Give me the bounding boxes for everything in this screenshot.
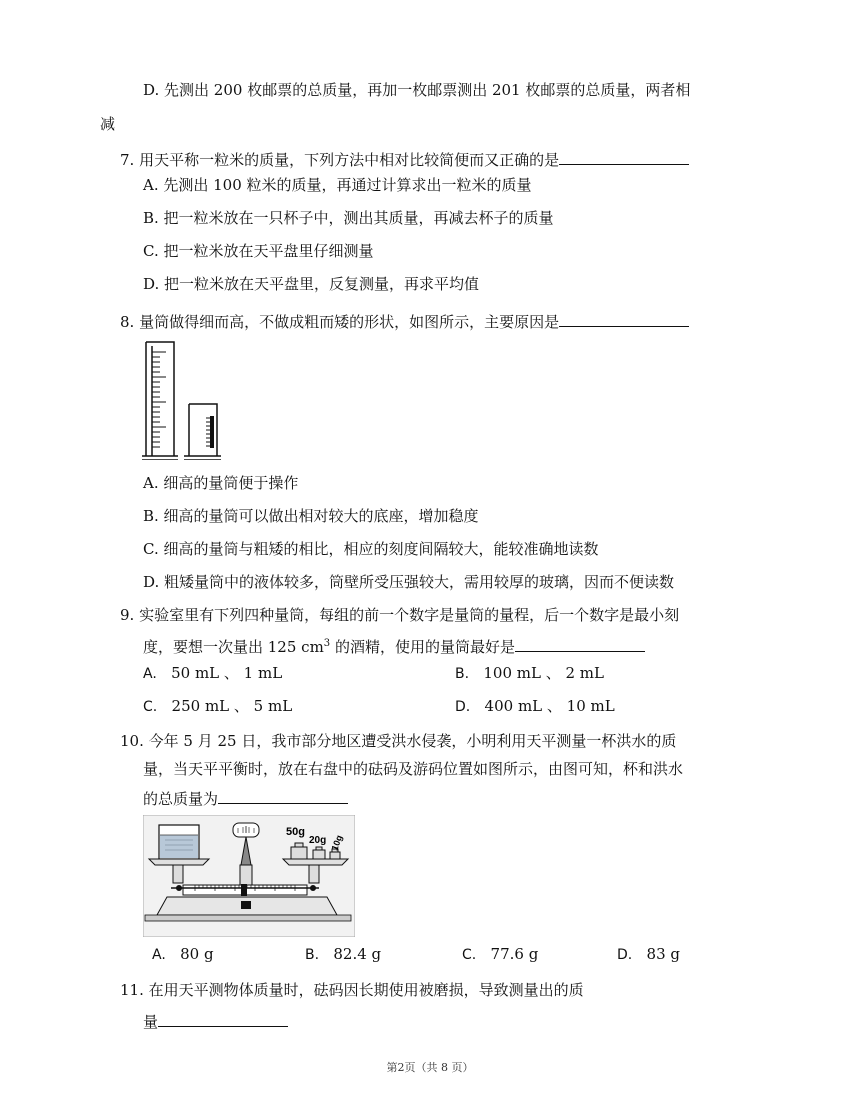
q8-option-b: B. 细高的量筒可以做出相对较大的底座，增加稳度 xyxy=(143,507,479,525)
q9-option-b: B. 100 mL 、 2 mL xyxy=(455,664,604,682)
left-pan xyxy=(149,859,209,865)
base-knob xyxy=(241,901,251,909)
q10-stem-line2: 量，当天平平衡时，放在右盘中的砝码及游码位置如图所示，由图可知，杯和洪水 xyxy=(143,760,684,778)
q10-answer-blank[interactable] xyxy=(218,787,348,804)
q10-stem-line3: 的总质量为 xyxy=(143,787,348,809)
page-footer: 第2页（共 8 页） xyxy=(386,1061,474,1074)
q7-option-b: B. 把一粒米放在一只杯子中，测出其质量，再减去杯子的质量 xyxy=(143,209,554,227)
q10-option-d: D. 83 g xyxy=(617,945,681,963)
q10-option-c: C. 77.6 g xyxy=(462,945,539,963)
pointer-dial xyxy=(233,823,259,837)
q10-option-b: B. 82.4 g xyxy=(305,945,382,963)
q9-option-d: D. 400 mL 、 10 mL xyxy=(455,697,615,715)
q9-stem-line2: 度，要想一次量出 125 $cm^3$ 的酒精，使用的量筒最好是 xyxy=(143,634,645,657)
left-balance-nut xyxy=(176,885,182,891)
q9-option-a: A. 50 mL 、 1 mL xyxy=(143,664,283,682)
short-cylinder xyxy=(184,404,221,460)
balance-scale-figure xyxy=(143,815,355,937)
short-cylinder-ticks xyxy=(206,418,210,446)
q9-stem-line1: 9. 实验室里有下列四种量筒，每组的前一个数字是量筒的量程，后一个数字是最小刻 xyxy=(120,606,680,624)
q7-stem: 7. 用天平称一粒米的质量，下列方法中相对比较简便而又正确的是 xyxy=(120,148,689,170)
base-plate xyxy=(145,915,351,921)
right-support xyxy=(309,865,319,883)
q8-option-c: C. 细高的量筒与粗矮的相比，相应的刻度间隔较大，能较准确地读数 xyxy=(143,540,599,558)
q10-stem-line1: 10. 今年 5 月 25 日，我市部分地区遭受洪水侵袭，小明利用天平测量一杯洪水的质 xyxy=(120,732,677,750)
q6-option-d-line1: D. 先测出 200 枚邮票的总质量，再加一枚邮票测出 201 枚邮票的总质量，两者相 xyxy=(143,81,691,99)
q7-option-c: C. 把一粒米放在天平盘里仔细测量 xyxy=(143,242,374,260)
rider xyxy=(241,884,247,896)
q7-answer-blank[interactable] xyxy=(559,148,689,165)
beaker xyxy=(159,825,199,859)
q11-stem-line2: 量 xyxy=(143,1010,288,1032)
right-pan xyxy=(283,859,348,865)
q8-option-a: A. 细高的量筒便于操作 xyxy=(143,474,299,492)
tall-cylinder-ticks xyxy=(152,352,166,447)
weight-label-20g: 20g xyxy=(309,835,327,846)
q11-answer-blank[interactable] xyxy=(158,1010,288,1027)
weight-label-10g: 10g xyxy=(329,833,345,852)
q7-option-d: D. 把一粒米放在天平盘里，反复测量，再求平均值 xyxy=(143,275,480,293)
q9-option-c: C. 250 mL 、 5 mL xyxy=(143,697,293,715)
right-balance-nut xyxy=(310,885,316,891)
q8-option-d: D. 粗矮量筒中的液体较多，筒壁所受压强较大，需用较厚的玻璃，因而不便读数 xyxy=(143,573,675,591)
q8-answer-blank[interactable] xyxy=(559,310,689,327)
q10-option-a: A. 80 g xyxy=(152,945,214,963)
short-cylinder-scale xyxy=(210,416,214,448)
q6-option-d-line2: 减 xyxy=(100,115,116,133)
q11-stem-line1: 11. 在用天平测物体质量时，砝码因长期使用被磨损，导致测量出的质 xyxy=(120,981,584,999)
q9-answer-blank[interactable] xyxy=(515,635,645,652)
q7-option-a: A. 先测出 100 粒米的质量，再通过计算求出一粒米的质量 xyxy=(143,176,532,194)
q8-stem: 8. 量筒做得细而高，不做成粗而矮的形状，如图所示，主要原因是 xyxy=(120,310,689,332)
left-support xyxy=(173,865,183,883)
graduated-cylinders-figure xyxy=(140,338,250,460)
weight-label-50g: 50g xyxy=(286,826,305,838)
